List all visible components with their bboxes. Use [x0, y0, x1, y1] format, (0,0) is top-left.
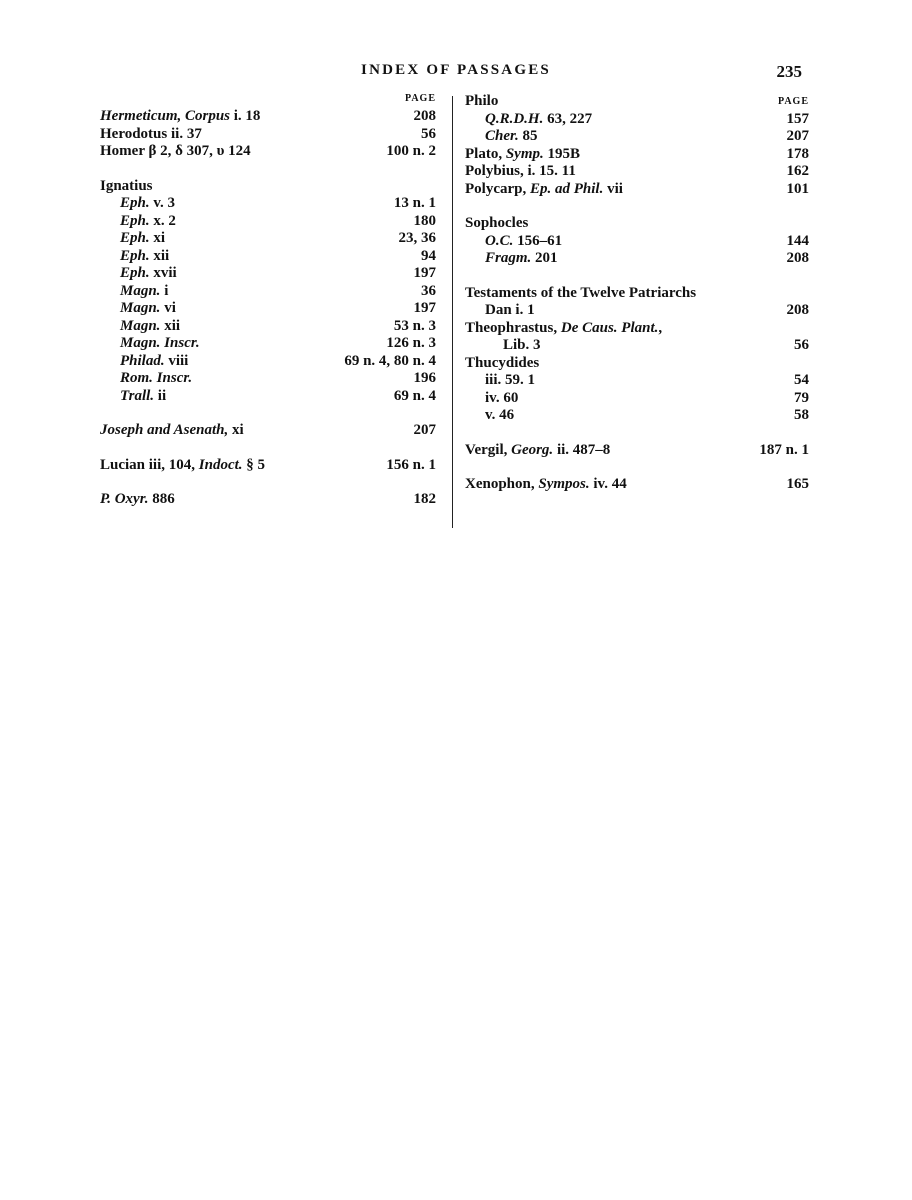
- index-entry: [100, 370, 436, 388]
- entry-pages: 69 n. 4: [393, 387, 436, 404]
- entry-label: Eph. xi: [120, 230, 166, 246]
- entry-pages: 56: [794, 337, 809, 353]
- entry-label: Eph. xii: [120, 247, 170, 264]
- page-column-label: PAGE: [777, 95, 809, 107]
- entry-label: Eph. xvii: [120, 265, 177, 281]
- entry-pages: 180: [413, 212, 436, 229]
- entry-label: iii. 59. 1: [485, 372, 536, 388]
- index-heading-thucydides: Thucydides: [465, 354, 540, 371]
- index-entry: [465, 476, 809, 494]
- index-entry: [100, 126, 436, 144]
- index-entry: [100, 353, 436, 371]
- index-heading-theophrastus: Theophrastus, De Caus. Plant.,: [465, 319, 663, 336]
- index-entry: [465, 181, 809, 199]
- column-divider: [452, 96, 453, 528]
- entry-pages: 101: [786, 180, 809, 197]
- entry-pages: 208: [413, 108, 436, 124]
- entry-label: Homer β 2, δ 307, υ 124: [100, 143, 251, 159]
- entry-pages: 53 n. 3: [393, 317, 436, 334]
- entry-label: Polybius, i. 15. 11: [465, 163, 576, 179]
- index-entry: [465, 128, 809, 146]
- entry-pages: 196: [413, 370, 436, 386]
- entry-pages: 56: [421, 125, 436, 142]
- index-entry: [465, 146, 809, 164]
- entry-label: P. Oxyr. 886: [100, 491, 175, 507]
- entry-pages: 207: [413, 422, 436, 438]
- page-number: 235: [776, 62, 802, 81]
- entry-label: Herodotus ii. 37: [100, 125, 202, 142]
- index-column-right: [465, 93, 809, 494]
- entry-label: Lib. 3: [503, 337, 541, 353]
- entry-pages: 162: [786, 163, 809, 179]
- index-entry: [100, 491, 436, 509]
- entry-pages: 54: [794, 372, 809, 388]
- entry-label: Eph. v. 3: [120, 195, 176, 211]
- entry-label: Trall. ii: [120, 387, 167, 404]
- entry-pages: 36: [421, 282, 436, 299]
- index-entry: [465, 233, 809, 251]
- entry-label: Joseph and Asenath, xi: [100, 422, 244, 438]
- entry-label: Polycarp, Ep. ad Phil. vii: [465, 180, 623, 197]
- index-entry: [465, 302, 809, 320]
- entry-label: Fragm. 201: [485, 250, 558, 266]
- index-entry: [100, 388, 436, 406]
- index-heading-testaments: Testaments of the Twelve Patriarchs: [465, 284, 697, 301]
- index-entry: [100, 248, 436, 266]
- index-entry: [465, 337, 809, 355]
- index-entry: [100, 213, 436, 231]
- index-entry: [100, 195, 436, 213]
- entry-pages: 100 n. 2: [386, 143, 436, 159]
- entry-label: Philad. viii: [120, 352, 189, 369]
- entry-pages: 58: [794, 407, 809, 423]
- entry-label: Hermeticum, Corpus i. 18: [100, 108, 261, 124]
- entry-label: Vergil, Georg. ii. 487–8: [465, 441, 611, 458]
- index-heading-philo: Philo: [465, 93, 499, 109]
- entry-pages: 23, 36: [398, 230, 436, 246]
- entry-pages: 165: [786, 476, 809, 492]
- entry-pages: 126 n. 3: [386, 335, 436, 351]
- entry-label: Rom. Inscr.: [120, 370, 193, 386]
- index-entry: [465, 111, 809, 129]
- index-entry: [465, 372, 809, 390]
- entry-pages: 144: [786, 232, 809, 249]
- entry-label: Q.R.D.H. 63, 227: [485, 110, 593, 127]
- index-entry: [100, 422, 436, 440]
- entry-label: Magn. Inscr.: [120, 335, 200, 351]
- running-title: INDEX OF PASSAGES: [361, 62, 551, 78]
- index-entry: [465, 163, 809, 181]
- index-entry: [100, 108, 436, 126]
- entry-label: Lucian iii, 104, Indoct. § 5: [100, 456, 266, 473]
- page-column-label: PAGE: [404, 93, 436, 104]
- index-entry: [100, 230, 436, 248]
- index-entry: [100, 318, 436, 336]
- entry-label: Magn. xii: [120, 317, 181, 334]
- entry-pages: 178: [786, 145, 809, 162]
- index-entry: [465, 250, 809, 268]
- entry-label: O.C. 156–61: [485, 232, 563, 249]
- entry-pages: 13 n. 1: [393, 195, 436, 211]
- entry-label: Magn. i: [120, 282, 169, 299]
- index-entry: [465, 390, 809, 408]
- entry-pages: 197: [413, 265, 436, 281]
- entry-pages: 187 n. 1: [759, 441, 809, 458]
- entry-label: Magn. vi: [120, 300, 176, 316]
- entry-pages: 79: [794, 389, 809, 406]
- entry-label: Dan i. 1: [485, 302, 535, 318]
- entry-label: Cher. 85: [485, 128, 538, 144]
- entry-label: Plato, Symp. 195B: [465, 145, 581, 162]
- index-entry: [100, 300, 436, 318]
- index-entry: [100, 457, 436, 475]
- entry-pages: 156 n. 1: [386, 456, 436, 473]
- index-entry: [465, 442, 809, 460]
- entry-pages: 208: [786, 302, 809, 318]
- entry-label: Eph. x. 2: [120, 212, 176, 229]
- index-heading-sophocles: Sophocles: [465, 215, 529, 231]
- index-entry: [100, 335, 436, 353]
- entry-label: v. 46: [485, 407, 515, 423]
- page-header: [0, 62, 912, 84]
- entry-label: iv. 60: [485, 389, 519, 406]
- index-entry: [100, 143, 436, 161]
- index-column-left: [100, 93, 436, 509]
- entry-pages: 157: [786, 110, 809, 127]
- entry-pages: 69 n. 4, 80 n. 4: [344, 352, 436, 369]
- index-entry: [465, 407, 809, 425]
- entry-pages: 208: [786, 250, 809, 266]
- index-entry: [100, 265, 436, 283]
- entry-pages: 94: [421, 247, 436, 264]
- entry-pages: 207: [786, 128, 809, 144]
- entry-pages: 197: [413, 300, 436, 316]
- entry-label: Xenophon, Sympos. iv. 44: [465, 476, 627, 492]
- entry-pages: 182: [413, 491, 436, 507]
- index-heading-ignatius: Ignatius: [100, 177, 153, 194]
- index-entry: [100, 283, 436, 301]
